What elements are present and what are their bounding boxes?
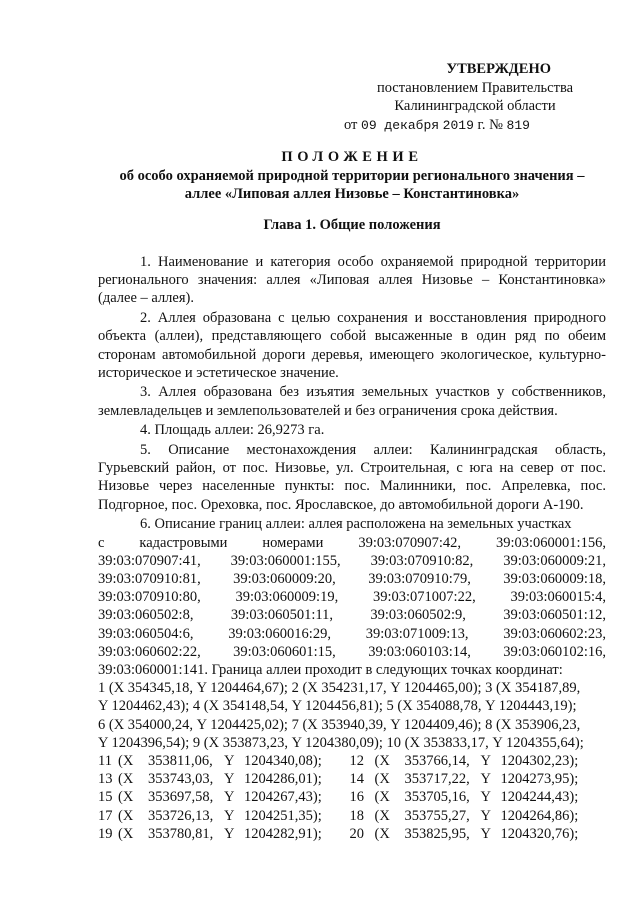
cadastral-row (98, 606, 606, 624)
point-number: 17 (98, 807, 113, 824)
y-label: Y (480, 789, 491, 806)
y-value: 1204251,35); (244, 807, 322, 824)
y-value: 1204264,86); (500, 807, 579, 824)
x-label: (Х (118, 825, 134, 842)
coordinate-row (98, 788, 606, 806)
cadastral-number: 39:03:060009:19, (235, 589, 339, 606)
x-label: (Х (374, 752, 390, 769)
cadastral-number: 39:03:060102:16, (503, 643, 606, 660)
cadastral-number: 39:03:060001:156, (496, 534, 606, 551)
y-label: Y (480, 825, 491, 842)
x-value: 353697,58, (148, 789, 214, 806)
x-label: (Х (118, 752, 134, 769)
x-value: 353705,16, (404, 789, 470, 806)
paragraph-1: 1. Наименование и категория особо охраняемой природной территории регионального значения: аллея «Липовая аллея Низовье – Константиновка» (далее – аллея). (98, 254, 606, 307)
x-value: 353755,27, (404, 807, 470, 824)
document-subtitle-line-2: аллее «Липовая аллея Низовье – Константиновка» (184, 186, 520, 202)
point-number: 11 (98, 752, 112, 769)
y-label: Y (480, 771, 491, 788)
p6-text: номерами (262, 534, 324, 551)
document-title: ПОЛОЖЕНИЕ (281, 149, 423, 165)
coordinate-row (98, 807, 606, 825)
x-label: (Х (374, 789, 390, 806)
point-number: 20 (349, 825, 364, 842)
x-value: 353780,81, (148, 825, 214, 842)
y-label: Y (224, 771, 235, 788)
y-label: Y (480, 752, 491, 769)
cadastral-row (98, 588, 606, 606)
cadastral-number: 39:03:060601:15, (233, 643, 336, 660)
coordinate-line: Y 1204462,43); 4 (Х 354148,54, Y 1204456,81); 5 (Х 354088,78, Y 1204443,19); (98, 698, 577, 715)
p6-line (98, 515, 606, 533)
x-label: (Х (374, 825, 390, 842)
cadastral-number: 39:03:070907:42, (358, 534, 462, 551)
y-value: 1204340,08); (244, 752, 322, 769)
document-subtitle-line-1: об особо охраняемой природной территории регионального значения – (119, 167, 585, 184)
x-label: (Х (374, 771, 390, 788)
y-value: 1204267,43); (244, 789, 322, 806)
y-value: 1204273,95); (500, 771, 579, 788)
approval-title: УТВЕРЖДЕНО (446, 61, 551, 77)
cadastral-number: 39:03:060009:20, (233, 570, 336, 587)
cadastral-number: 39:03:060001:155, (230, 552, 341, 569)
x-value: 353726,13, (148, 807, 214, 824)
cadastral-number: 39:03:060602:22, (98, 643, 201, 660)
x-label: (Х (118, 771, 134, 788)
chapter-title: Глава 1. Общие положения (263, 217, 441, 233)
point-number: 12 (349, 752, 364, 769)
cadastral-number: 39:03:060015:4, (510, 589, 606, 606)
y-value: 1204302,23); (500, 752, 579, 769)
cadastral-number: 39:03:060009:21, (503, 552, 606, 569)
approval-stamp (340, 60, 610, 135)
date-day-month: 09 декабря (361, 117, 440, 133)
cadastral-number: 39:03:070910:80, (98, 589, 201, 606)
p6-text: кадастровыми (139, 534, 228, 551)
cadastral-row (98, 552, 606, 570)
approval-line-1: постановлением Правительства (376, 79, 574, 96)
date-prefix: от (344, 116, 358, 133)
y-label: Y (224, 789, 235, 806)
x-label: (Х (118, 807, 134, 824)
coordinate-line: Y 1204396,54); 9 (Х 353873,23, Y 1204380,09); 10 (Х 353833,17, Y 1204355,64); (98, 734, 584, 751)
approval-line-2: Калининградской области (394, 98, 556, 114)
date-year: 2019 (442, 117, 474, 133)
cadastral-number: 39:03:060502:9, (370, 607, 466, 624)
cadastral-number: 39:03:060502:8, (98, 607, 194, 624)
x-label: (Х (118, 789, 134, 806)
p6-line: 39:03:060001:141. Граница аллеи проходит в следующих точках координат: (98, 661, 563, 678)
coordinate-row (98, 770, 606, 788)
cadastral-number: 39:03:060103:14, (368, 643, 471, 660)
cadastral-number: 39:03:070910:82, (370, 552, 474, 569)
paragraph-6 (98, 515, 606, 843)
cadastral-number: 39:03:060016:29, (228, 625, 331, 642)
x-value: 353743,03, (148, 771, 214, 788)
p6-intro: 6. Описание границ аллеи: аллея расположена на земельных участках (140, 516, 572, 533)
y-value: 1204286,01); (244, 771, 322, 788)
cadastral-row (98, 643, 606, 661)
document-body (98, 253, 606, 843)
cadastral-number: 39:03:060602:23, (503, 625, 606, 642)
y-label: Y (224, 825, 235, 842)
cadastral-row (98, 625, 606, 643)
cadastral-number: 39:03:060501:12, (503, 607, 606, 624)
paragraph-3: 3. Аллея образована без изъятия земельных участков у собственников, землевладельцев и землепользователей и без ограничения срока действия. (98, 384, 606, 419)
cadastral-number: 39:03:070910:79, (368, 570, 471, 587)
point-number: 19 (98, 825, 113, 842)
paragraph-4: 4. Площадь аллеи: 26,9273 га. (140, 422, 325, 439)
cadastral-number: 39:03:060504:6, (98, 625, 194, 642)
x-value: 353825,95, (404, 825, 470, 842)
y-value: 1204282,91); (244, 825, 322, 842)
paragraph-5: 5. Описание местонахождения аллеи: Калининградская область, Гурьевский район, от пос. Низовье, ул. Строительная, с юга на север от пос. Низовье через населенные пункты: пос. Малинники, пос. Апрелевка, пос. Подгорное, пос. Ореховка, пос. Ярославское, до автомобильной дороги А-190. (98, 442, 606, 513)
cadastral-number: 39:03:070910:81, (98, 570, 201, 587)
y-value: 1204320,76); (500, 825, 579, 842)
cadastral-number: 39:03:060501:11, (230, 607, 334, 624)
paragraph-2: 2. Аллея образована с целью сохранения и восстановления природного объекта (аллеи), представляющего собой высаженные в один ряд по обеим сторонам автомобильной дороги деревья, имеющего экологическое, культурно-историческое и эстетическое значение. (98, 310, 606, 381)
y-label: Y (224, 807, 235, 824)
date-year-suffix: г. № (477, 116, 503, 133)
coordinate-line: 1 (Х 354345,18, Y 1204464,67); 2 (Х 354231,17, Y 1204465,00); 3 (Х 354187,89, (98, 680, 581, 697)
point-number: 14 (349, 771, 364, 788)
x-value: 353717,22, (404, 771, 470, 788)
y-label: Y (224, 752, 235, 769)
document-header (98, 148, 606, 204)
p6-text: с (98, 534, 105, 551)
x-value: 353766,14, (404, 752, 470, 769)
point-number: 16 (349, 789, 364, 806)
p6-line (98, 534, 606, 552)
cadastral-number: 39:03:071009:13, (365, 625, 469, 642)
point-number: 13 (98, 771, 113, 788)
approval-date-line (340, 116, 610, 136)
coordinate-line: 6 (Х 354000,24, Y 1204425,02); 7 (Х 353940,39, Y 1204409,46); 8 (Х 353906,23, (98, 716, 581, 733)
y-value: 1204244,43); (500, 789, 579, 806)
x-value: 353811,06, (148, 752, 213, 769)
decree-number: 819 (506, 117, 530, 133)
y-label: Y (480, 807, 491, 824)
coordinate-row (98, 752, 606, 770)
cadastral-row (98, 570, 606, 588)
point-number: 18 (349, 807, 364, 824)
cadastral-number: 39:03:070907:41, (98, 552, 201, 569)
cadastral-number: 39:03:071007:22, (373, 589, 476, 606)
coordinate-row (98, 825, 606, 843)
point-number: 15 (98, 789, 113, 806)
x-label: (Х (374, 807, 390, 824)
cadastral-number: 39:03:060009:18, (503, 570, 606, 587)
